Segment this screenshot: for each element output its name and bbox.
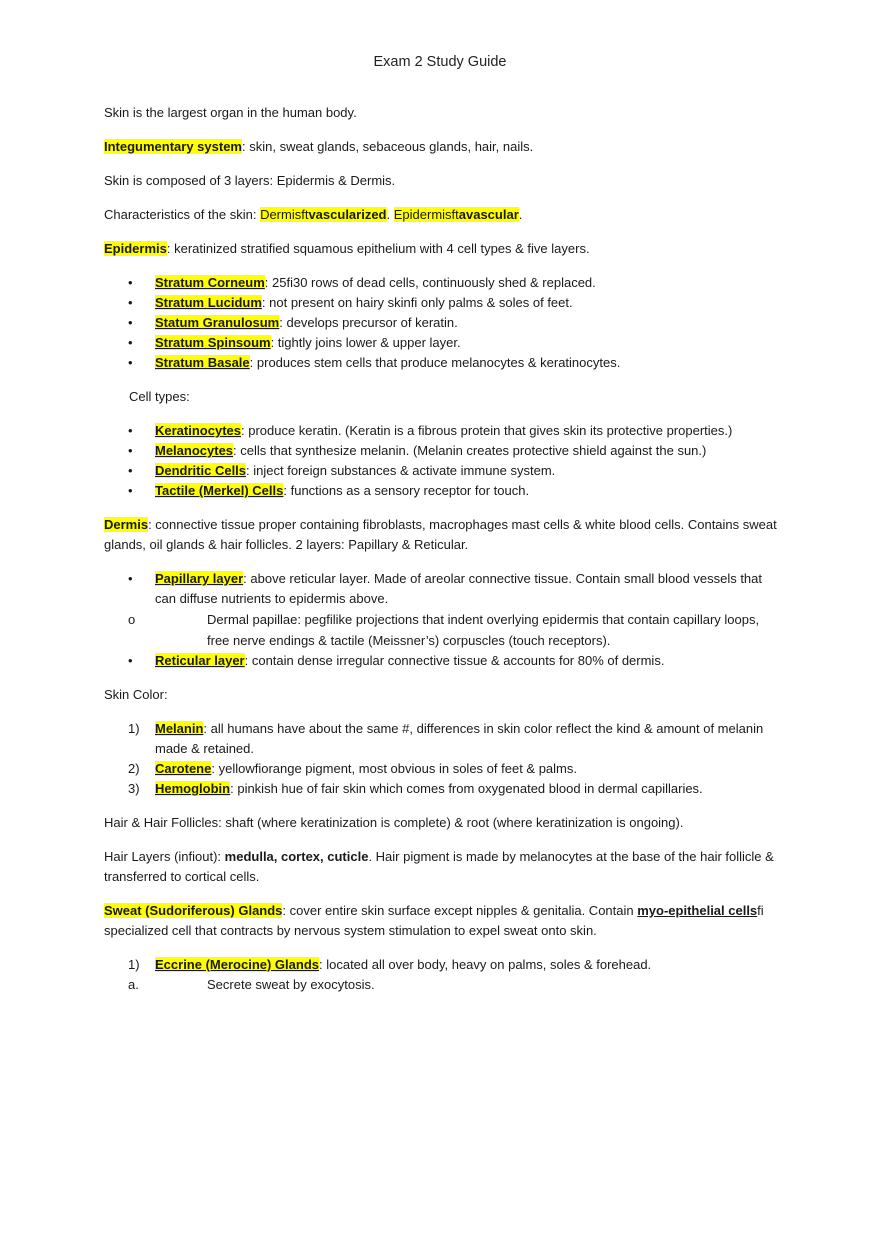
list-item: • Stratum Spinsoum: tightly joins lower & upper layer. [104, 333, 784, 353]
bullet-marker: • [128, 443, 133, 458]
list-item: • Stratum Corneum: 25fi30 rows of dead cells, continuously shed & replaced. [104, 273, 784, 293]
highlight-term: Sweat (Sudoriferous) Glands [104, 903, 283, 918]
sub-list-item: a. Secrete sweat by exocytosis. [128, 977, 375, 992]
list-item: 2) Carotene: yellowfiorange pigment, most obvious in soles of feet & palms. [128, 761, 577, 776]
paragraph-skin-organ: Skin is the largest organ in the human body. [104, 105, 357, 120]
list-item: • Stratum Lucidum: not present on hairy skinfi only palms & soles of feet. [104, 293, 784, 313]
bullet-marker: • [128, 423, 133, 438]
paragraph-epidermis: Epidermis: keratinized stratified squamous epithelium with 4 cell types & five layers. [104, 241, 590, 256]
highlight-term: Dermisftvascularized [260, 207, 387, 222]
list-item: • Papillary layer: above reticular layer. Made of areolar connective tissue. Contain small blood vessels that can diffuse nutrients to epidermis above. [128, 571, 762, 606]
list-item: • Dendritic Cells: inject foreign substances & activate immune system. [104, 461, 784, 481]
bullet-marker: • [128, 653, 133, 668]
list-item: • Keratinocytes: produce keratin. (Keratin is a fibrous protein that gives skin its protective properties.) [104, 421, 784, 441]
list-item: • Stratum Basale: produces stem cells that produce melanocytes & keratinocytes. [104, 353, 784, 373]
paragraph-skin-layers: Skin is composed of 3 layers: Epidermis & Dermis. [104, 173, 396, 188]
bullet-marker: • [128, 463, 133, 478]
skin-color-heading: Skin Color: [104, 687, 168, 702]
paragraph-hair-layers: Hair Layers (infiout): medulla, cortex, cuticle. Hair pigment is made by melanocytes at the base of the hair follicle & transferred to cortical cells. [104, 849, 774, 884]
list-item: 3) Hemoglobin: pinkish hue of fair skin which comes from oxygenated blood in dermal capillaries. [128, 781, 703, 796]
highlight-term: Integumentary system [104, 139, 242, 154]
document-title: Exam 2 Study Guide [373, 54, 507, 70]
list-item: • Tactile (Merkel) Cells: functions as a sensory receptor for touch. [104, 481, 784, 501]
epidermis-layers-list [104, 273, 784, 373]
bullet-marker: • [128, 315, 133, 330]
paragraph-integumentary: Integumentary system: skin, sweat glands, sebaceous glands, hair, nails. [104, 139, 534, 154]
cell-types-heading: Cell types: [129, 389, 190, 404]
sub-list-item: o Dermal papillae: pegfilike projections that indent overlying epidermis that contain capillary loops, free nerve endings & tactile (Meissner’s) corpuscles (touch receptors). [104, 609, 784, 651]
paragraph-sweat-glands: Sweat (Sudoriferous) Glands: cover entire skin surface except nipples & genitalia. Contain myo-epithelial cellsfi specialized cell that contracts by nervous system stimulation to expel sweat onto skin. [104, 903, 764, 938]
list-item: 1) Eccrine (Merocine) Glands: located all over body, heavy on palms, soles & forehead. [128, 957, 652, 972]
bullet-marker: • [128, 571, 133, 586]
bullet-marker: • [128, 275, 133, 290]
document-body [104, 103, 784, 1009]
list-item: • Melanocytes: cells that synthesize melanin. (Melanin creates protective shield against the sun.) [104, 441, 784, 461]
highlight-term: Dermis [104, 517, 149, 532]
skin-color-list [104, 719, 784, 799]
cell-types-list [104, 421, 784, 501]
sub-bullet-marker: o [128, 612, 136, 627]
list-item: • Reticular layer: contain dense irregular connective tissue & accounts for 80% of dermis. [104, 651, 784, 671]
bullet-marker: • [128, 483, 133, 498]
list-item: 1) Melanin: all humans have about the same #, differences in skin color reflect the kind & amount of melanin made & retained. [128, 721, 764, 756]
bullet-marker: • [128, 335, 133, 350]
list-item: • Statum Granulosum: develops precursor of keratin. [104, 313, 784, 333]
sweat-glands-list [104, 955, 784, 995]
paragraph-hair-follicles: Hair & Hair Follicles: shaft (where keratinization is complete) & root (where keratinization is ongoing). [104, 815, 684, 830]
highlight-term: Epidermis [104, 241, 167, 256]
dermis-layers-list [104, 569, 784, 671]
paragraph-characteristics: Characteristics of the skin: Dermisftvascularized. Epidermisftavascular. [104, 207, 523, 222]
highlight-term: Epidermisftavascular [393, 207, 519, 222]
bullet-marker: • [128, 355, 133, 370]
bullet-marker: • [128, 295, 133, 310]
paragraph-dermis: Dermis: connective tissue proper containing fibroblasts, macrophages mast cells & white blood cells. Contains sweat glands, oil glands & hair follicles. 2 layers: Papillary & Reticular. [104, 517, 777, 552]
